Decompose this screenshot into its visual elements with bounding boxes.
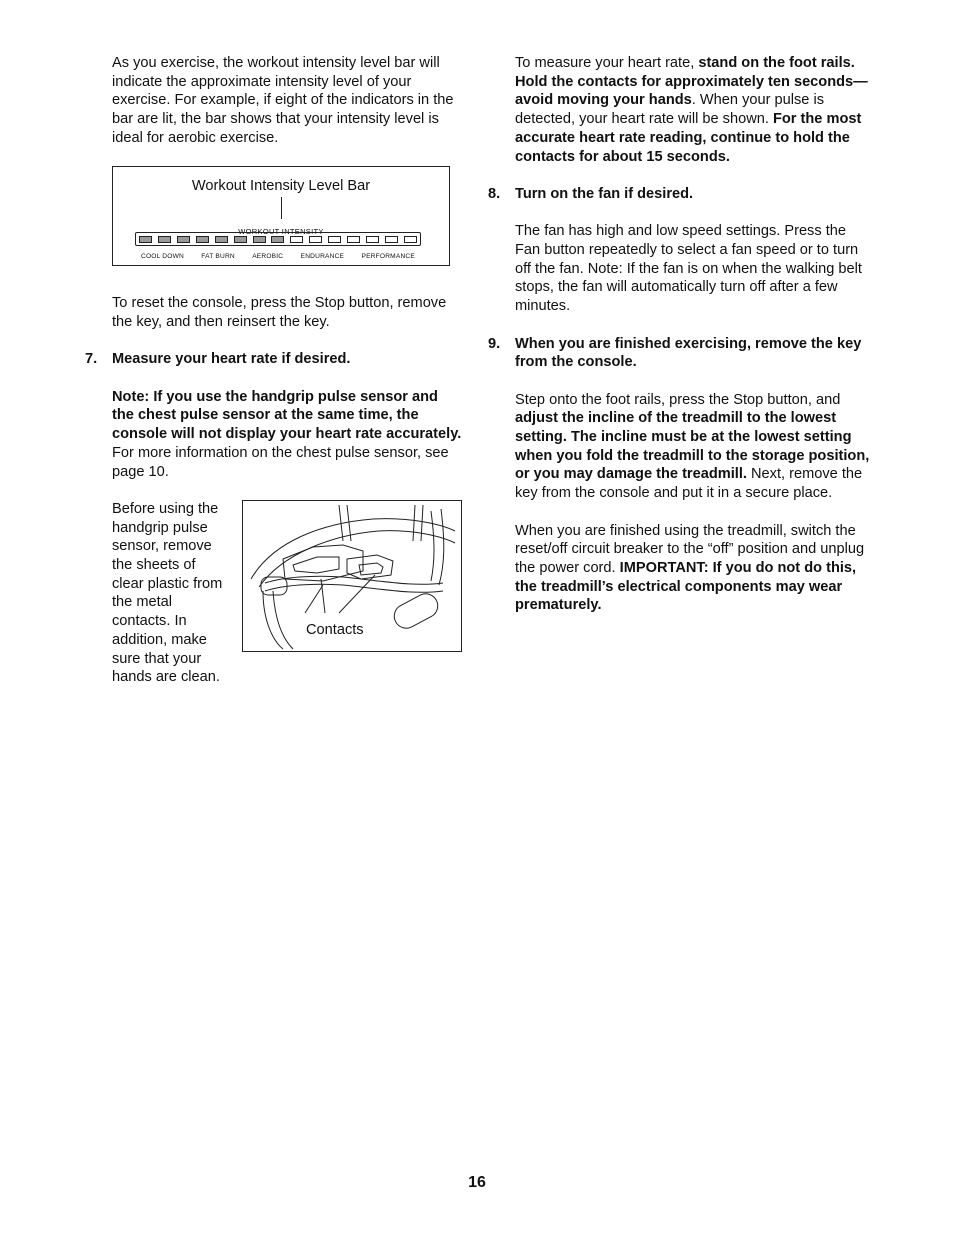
figure-title: Workout Intensity Level Bar xyxy=(191,178,371,195)
intensity-bar xyxy=(135,232,421,246)
zone-label: PERFORMANCE xyxy=(361,253,415,261)
zone-label: ENDURANCE xyxy=(300,253,345,261)
step-9 xyxy=(488,335,870,616)
intensity-indicator xyxy=(385,236,398,243)
power-paragraph: When you are finished using the treadmill, switch the reset/off circuit breaker to the “off” position and unplug the power cord. IMPORTANT: If you do not do this, the treadmill’s electrical components may wear prematurely. xyxy=(515,522,865,614)
handgrip-paragraph: Before using the handgrip pulse sensor, remove the sheets of clear plastic from the metal contacts. In addition, make sure that your hands are clean. xyxy=(112,500,223,686)
zone-label: AEROBIC xyxy=(252,253,284,261)
intensity-intro: As you exercise, the workout intensity level bar will indicate the approximate intensity level of your exercise. For example, if eight of the indicators in the bar are lit, the bar shows that your intensity level is ideal for aerobic exercise. xyxy=(112,55,454,146)
heart-rate-paragraph: To measure your heart rate, stand on the foot rails. Hold the contacts for approximately ten seconds—avoid moving your hands. When your pulse is detected, your heart rate will be shown. For the most accurate heart rate reading, continue to hold the contacts for about 15 seconds. xyxy=(515,55,868,165)
intensity-indicator xyxy=(404,236,417,243)
intensity-indicator xyxy=(139,236,152,243)
step-number: 8. xyxy=(488,185,501,202)
step-8 xyxy=(488,185,870,316)
intensity-indicator xyxy=(196,236,209,243)
step-number: 7. xyxy=(85,351,98,368)
intensity-indicator xyxy=(366,236,379,243)
incline-paragraph: Step onto the foot rails, press the Stop button, and adjust the incline of the treadmill to the lowest setting. The incline must be at the lowest setting when you fold the treadmill to the storage position, or you may damage the treadmill. Next, remove the key from the console and put it in a secure place. xyxy=(515,391,870,502)
intensity-indicator xyxy=(271,236,284,243)
intensity-indicator xyxy=(234,236,247,243)
page-number: 16 xyxy=(468,1174,486,1191)
step-7 xyxy=(85,350,462,687)
callout-line xyxy=(281,197,282,219)
bar-label: WORKOUT INTENSITY xyxy=(238,227,324,237)
step-heading: Measure your heart rate if desired. xyxy=(112,351,351,368)
step-7-note: Note: If you use the handgrip pulse sensor and the chest pulse sensor at the same time, the console will not display your heart rate accurately. For more information on the chest pulse sensor, see page 10. xyxy=(112,388,462,480)
intensity-indicator xyxy=(253,236,266,243)
right-column xyxy=(488,54,870,634)
zone-label: FAT BURN xyxy=(201,253,235,261)
zone-label: COOL DOWN xyxy=(141,253,184,261)
left-column xyxy=(85,54,462,687)
reset-paragraph: To reset the console, press the Stop button, remove the key, and then reinsert the key. xyxy=(112,295,447,330)
contacts-label: Contacts xyxy=(306,621,364,638)
intensity-indicator xyxy=(309,236,322,243)
step-number: 9. xyxy=(488,335,501,352)
fan-paragraph: The fan has high and low speed settings. Press the Fan button repeatedly to select a fan speed or to turn off the fan. Note: If the fan is on when the walking belt stops, the fan will automatically turn off after a few minutes. xyxy=(515,223,862,315)
intensity-indicator xyxy=(215,236,228,243)
step-heading: Turn on the fan if desired. xyxy=(515,185,694,202)
intensity-indicator xyxy=(158,236,171,243)
workout-intensity-figure xyxy=(112,166,450,266)
step-heading: When you are finished exercising, remove the key from the console. xyxy=(515,335,862,371)
zone-labels xyxy=(135,248,421,267)
intensity-indicator xyxy=(290,236,303,243)
intensity-indicator xyxy=(347,236,360,243)
intensity-indicator xyxy=(177,236,190,243)
contacts-illustration xyxy=(242,500,462,652)
intensity-indicator xyxy=(328,236,341,243)
handgrip-section xyxy=(112,500,462,687)
